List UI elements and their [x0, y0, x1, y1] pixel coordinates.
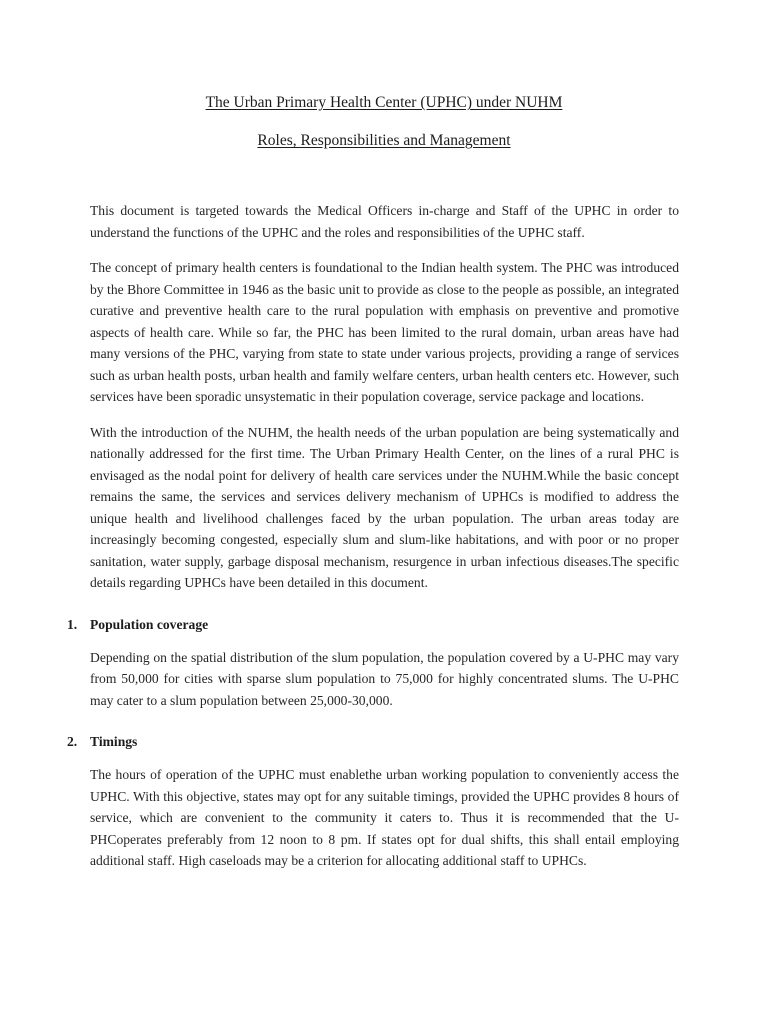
section-text: The hours of operation of the UPHC must enablethe urban working population to conveniently access the UPHC. With this objective, states may opt for any suitable timings, provided the UPHC provides 8 hours of service, which are convenient to the community it caters to. Thus it is recommended that the U-PHCoperates preferably from 12 noon to 8 pm. If states opt for dual shifts, this shall entail employing additional staff. High caseloads may be a criterion for allocating additional staff to UPHCs. — [90, 767, 679, 868]
document-title: The Urban Primary Health Center (UPHC) under NUHM — [205, 94, 563, 111]
document-subtitle: Roles, Responsibilities and Management — [257, 132, 511, 149]
document-body — [67, 200, 679, 886]
section-heading — [67, 731, 679, 752]
section-number: 2. — [67, 734, 78, 749]
nuhm-paragraph: With the introduction of the NUHM, the health needs of the urban population are being systematically and nationally addressed for the first time. The Urban Primary Health Center, on the lines of a rural PHC is envisaged as the nodal point for delivery of health care services under the NUHM.While the basic concept remains the same, the services and services delivery mechanism of UPHCs is modified to address the unique health and livelihood challenges faced by the urban population. The urban areas today are increasingly becoming congested, especially slum and slum-like habitations, and with poor or no proper sanitation, water supply, garbage disposal mechanism, resurgence in urban infectious diseases.The specific details regarding UPHCs have been detailed in this document. — [90, 424, 679, 590]
phc-concept-paragraph: The concept of primary health centers is foundational to the Indian health system. The PHC was introduced by the Bhore Committee in 1946 as the basic unit to provide as close to the people as possible, an integrated curative and preventive health care to the rural population with emphasis on preventive and promotive aspects of health care. While so far, the PHC has been limited to the rural domain, urban areas have had many versions of the PHC, varying from state to state under various projects, providing a range of services such as urban health posts, urban health and family welfare centers, urban health centers etc. However, such services have been sporadic unsystematic in their population coverage, service package and locations. — [90, 260, 679, 404]
section-text: Depending on the spatial distribution of the slum population, the population covered by a U-PHC may vary from 50,000 for cities with sparse slum population to 75,000 for highly concentrated slums. The U-PHC may cater to a slum population between 25,000-30,000. — [90, 649, 679, 708]
section-number: 1. — [67, 616, 78, 632]
section-timings — [67, 731, 679, 872]
intro-paragraph: This document is targeted towards the Medical Officers in-charge and Staff of the UPHC in order to understand the functions of the UPHC and the roles and responsibilities of the UPHC staff. — [90, 203, 679, 240]
section-heading — [67, 614, 679, 635]
section-title: Timings — [90, 734, 138, 749]
section-title: Population coverage — [90, 616, 209, 632]
section-population-coverage — [67, 614, 679, 712]
